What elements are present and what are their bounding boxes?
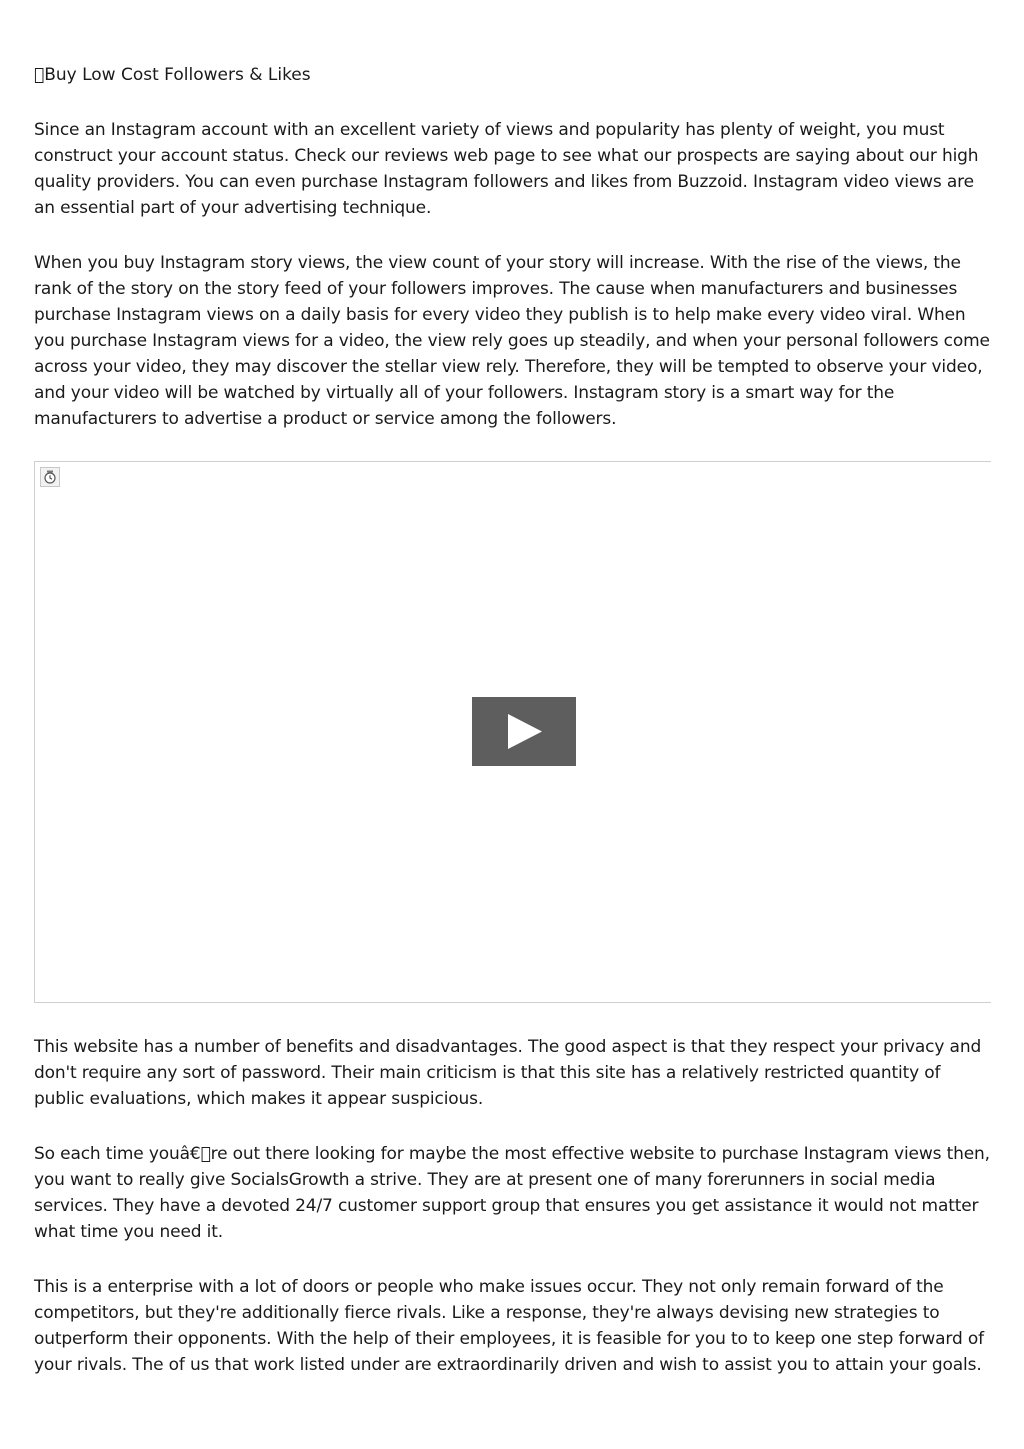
- article-heading:  Buy Low Cost Followers & Likes: [34, 65, 311, 85]
- paragraph-2: When you buy Instagram story views, the view count of your story will increase. With the rise of the views, the rank of the story on the story feed of your followers improves. The cause when manufacturers and businesses purchase Instagram views on a daily basis for every video they publish is to help make every video viral. When you purchase Instagram views for a video, the view rely goes up steadily, and when your personal followers come across your video, they may discover the stellar view rely. Therefore, they will be tempted to observe your video, and your video will be watched by virtually all of your followers. Instagram story is a smart way for the manufacturers to advertise a product or service among the followers.: [34, 253, 990, 429]
- paragraph-4: So each time youâ€ re out there looking for maybe the most effective website to purchase Instagram views then, you want to really give SocialsGrowth a strive. They are at present one of many forerunners in social media services. They have a devoted 24/7 customer support group that ensures you get assistance it would not matter what time you need it.: [34, 1144, 990, 1242]
- paragraph-1: Since an Instagram account with an excellent variety of views and popularity has plenty of weight, you must construct your account status. Check our reviews web page to see what our prospects are saying about our high quality providers. You can even purchase Instagram followers and likes from Buzzoid. Instagram video views are an essential part of your advertising technique.: [34, 120, 979, 218]
- paragraph-3: This website has a number of benefits and disadvantages. The good aspect is that they respect your privacy and don't require any sort of password. Their main criticism is that this site has a relatively restricted quantity of public evaluations, which makes it appear suspicious.: [34, 1037, 982, 1109]
- play-button[interactable]: [472, 697, 576, 766]
- play-icon: [508, 714, 542, 749]
- broken-image-icon: [40, 467, 60, 487]
- video-embed[interactable]: [34, 461, 991, 1003]
- article: [34, 62, 992, 1407]
- paragraph-5: This is a enterprise with a lot of doors or people who make issues occur. They not only remain forward of the competitors, but they're additionally fierce rivals. Like a response, they're always devising new strategies to outperform their opponents. With the help of their employees, it is feasible for you to to keep one step forward of your rivals. The of us that work listed under are extraordinarily driven and wish to assist you to attain your goals.: [34, 1277, 984, 1375]
